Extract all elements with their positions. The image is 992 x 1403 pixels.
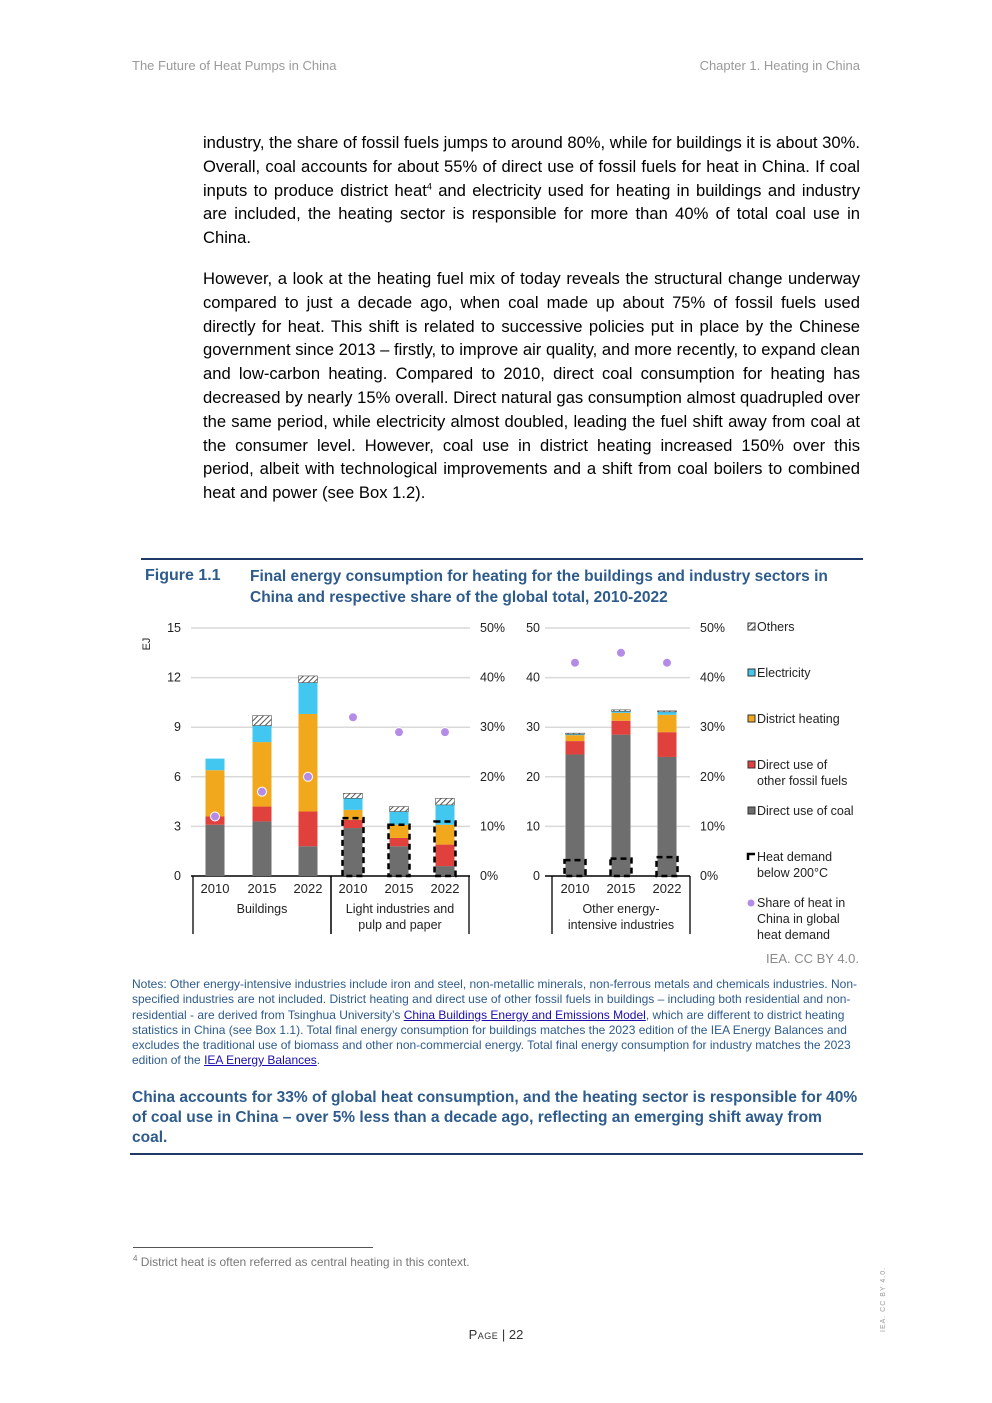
bar-segment-district-heating — [253, 742, 272, 806]
paragraph-1 — [203, 131, 860, 250]
bar-segment-direct-use-of-other-fossil-fuels — [344, 820, 363, 828]
running-header-chapter: Chapter 1. Heating in China — [699, 58, 860, 73]
legend-swatch — [748, 807, 755, 814]
page-word: Page — [468, 1327, 499, 1342]
bar-segment-district-heating — [658, 715, 677, 732]
group-label: intensive industries — [567, 918, 675, 932]
bar-segment-direct-use-of-other-fossil-fuels — [253, 807, 272, 822]
bar-segment-direct-use-of-other-fossil-fuels — [299, 812, 318, 847]
bar-segment-direct-use-of-coal — [206, 825, 225, 876]
legend-label: China in global — [757, 912, 840, 926]
x-tick-label: 2022 — [430, 881, 460, 896]
legend-label: Direct use of — [757, 758, 828, 772]
y2-tick-label: 50% — [700, 621, 726, 635]
y-tick-label: 10 — [526, 819, 540, 834]
x-tick-label: 2015 — [384, 881, 414, 896]
bar-segment-electricity — [566, 734, 585, 735]
bar-segment-district-heating — [612, 713, 631, 721]
legend-swatch-others — [748, 623, 755, 630]
bar-segment-electricity — [299, 683, 318, 714]
bar-segment-district-heating — [390, 825, 409, 838]
bar-segment-others — [253, 716, 272, 726]
legend-label: Direct use of coal — [757, 804, 854, 818]
footnote-marker: 4 — [133, 1254, 138, 1263]
bar-segment-district-heating — [344, 810, 363, 820]
group-label: Buildings — [236, 902, 288, 916]
y-tick-label: 0 — [533, 869, 540, 883]
notes-text-1: Notes: Other energy-intensive industries include iron and steel, non-metallic minerals, non-ferrous metals and chemicals industries. Non-specified industries are not included. District heating and direct use of other fossil fuels in buildings – including both residential and non-residential - are derived from Tsinghua University’s — [132, 977, 858, 1022]
y-tick-label: 15 — [167, 621, 181, 635]
y-tick-label: 20 — [526, 769, 540, 784]
heat-demand-marker — [657, 857, 678, 876]
bar-segment-others — [436, 798, 455, 805]
legend-swatch-share — [748, 900, 755, 907]
bar-segment-others — [344, 793, 363, 798]
y2-tick-label: 0% — [480, 869, 499, 883]
legend-label: below 200°C — [757, 866, 829, 880]
share-point — [441, 728, 450, 737]
share-point — [211, 812, 220, 821]
group-label: pulp and paper — [358, 918, 442, 932]
x-tick-label: 2010 — [200, 881, 230, 896]
heat-demand-marker — [389, 825, 410, 876]
share-point — [395, 728, 404, 737]
share-point — [663, 658, 672, 667]
bar-segment-electricity — [344, 798, 363, 810]
bar-segment-direct-use-of-coal — [566, 754, 585, 876]
bar-segment-direct-use-of-coal — [658, 757, 677, 876]
notes-text-2: , which are different to district heating statistics in China (see Box 1.1). Total final energy consumption for buildings matches the 2023 edition of the IEA Energy Balances and excludes the traditional use of biomass and other non-commercial energy. Total final energy consumption for industry matches the 2023 edition of the — [132, 1007, 851, 1068]
side-credit: IEA. CC BY 4.0. — [880, 1266, 887, 1332]
bar-segment-others — [612, 710, 631, 711]
y-tick-label: 40 — [526, 670, 540, 685]
share-point — [571, 658, 580, 667]
y-tick-label: 3 — [174, 819, 181, 834]
y-tick-label: 30 — [526, 720, 540, 735]
share-point — [349, 713, 358, 722]
page-number — [0, 1327, 992, 1342]
bar-segment-district-heating — [566, 735, 585, 741]
y2-tick-label: 40% — [480, 670, 506, 685]
y-axis-title: EJ — [141, 637, 153, 651]
legend-label: District heating — [757, 712, 840, 726]
heat-demand-marker — [343, 818, 364, 876]
notes-text-3: . — [316, 1053, 321, 1068]
y2-tick-label: 10% — [480, 819, 506, 834]
running-header-title: The Future of Heat Pumps in China — [132, 58, 337, 73]
bar-segment-direct-use-of-other-fossil-fuels — [658, 732, 677, 757]
footnote-ref[interactable]: 4 — [426, 181, 432, 192]
page-number-value: 22 — [508, 1327, 524, 1342]
x-tick-label: 2015 — [606, 881, 636, 896]
bar-segment-direct-use-of-coal — [344, 828, 363, 876]
bar-segment-direct-use-of-coal — [299, 846, 318, 876]
group-label: Light industries and — [345, 902, 455, 916]
heat-demand-marker — [435, 821, 456, 876]
y2-tick-label: 10% — [700, 819, 726, 834]
bar-segment-direct-use-of-other-fossil-fuels — [206, 816, 225, 824]
x-tick-label: 2015 — [247, 881, 277, 896]
paragraph-1-end: and electricity used for heating in buildings and industry are included, the heating sector is responsible for more than 40% of total coal use in China. — [203, 180, 860, 248]
notes-link-iea-balances[interactable]: IEA Energy Balances — [204, 1053, 317, 1068]
figure-title: Final energy consumption for heating for the buildings and industry sectors in China and respective share of the global total, 2010-2022 — [250, 568, 828, 606]
bar-segment-district-heating — [299, 714, 318, 812]
y2-tick-label: 50% — [480, 621, 506, 635]
legend-swatch-heat-demand — [748, 854, 755, 860]
bar-segment-district-heating — [436, 825, 455, 845]
footnote-text: District heat is often referred as central heating in this context. — [137, 1255, 470, 1269]
bar-segment-electricity — [206, 759, 225, 771]
figure-notes — [132, 977, 860, 1069]
bar-segment-others — [566, 733, 585, 734]
page-sep: | — [498, 1327, 509, 1342]
y-tick-label: 50 — [526, 621, 540, 635]
bar-segment-direct-use-of-coal — [390, 846, 409, 876]
x-tick-label: 2010 — [338, 881, 368, 896]
legend-swatch — [748, 715, 755, 722]
legend-label: other fossil fuels — [757, 774, 848, 788]
paragraph-2: However, a look at the heating fuel mix of today reveals the structural change underway compared to just a decade ago, when coal made up about 75% of fossil fuels used directly for heat. This shift is related to successive policies put in place by the Chinese government since 2013 – firstly, to improve air quality, and more recently, to expand clean and low-carbon heating. Compared to 2010, direct coal consumption for heating has decreased by nearly 15% overall. Direct natural gas consumption almost quadrupled over the same period, while electricity almost doubled, leading the fuel shift away from coal at the consumer level. However, coal use in district heating increased 150% over this period, albeit with technological improvements and a shift from coal boilers to combined heat and power (see Box 1.2). — [203, 269, 860, 503]
x-tick-label: 2022 — [652, 881, 682, 896]
bar-segment-electricity — [390, 812, 409, 825]
group-label: Other energy- — [582, 902, 660, 916]
footnote-rule — [133, 1247, 373, 1248]
heat-demand-marker — [565, 860, 586, 876]
bar-segment-direct-use-of-coal — [612, 735, 631, 876]
legend-label: Others — [757, 620, 795, 634]
bar-segment-direct-use-of-other-fossil-fuels — [390, 838, 409, 846]
y2-tick-label: 30% — [700, 720, 726, 735]
y-tick-label: 0 — [174, 869, 181, 883]
bar-segment-electricity — [658, 712, 677, 715]
legend-swatch — [748, 761, 755, 768]
bar-segment-direct-use-of-other-fossil-fuels — [612, 721, 631, 735]
figure-label: Figure 1.1 — [145, 567, 221, 584]
y2-tick-label: 20% — [480, 769, 506, 784]
y2-tick-label: 20% — [700, 769, 726, 784]
y-tick-label: 12 — [167, 670, 181, 685]
figure-bottom-rule — [130, 1153, 863, 1155]
paragraph-1-text: industry, the share of fossil fuels jumps to around 80%, while for buildings it is about 30%. Overall, coal accounts for about 55% of direct use of fossil fuels for heat in China. If coal inputs to produce district heat — [203, 133, 860, 200]
figure-top-rule — [141, 558, 863, 560]
bar-segment-electricity — [436, 805, 455, 825]
bar-segment-direct-use-of-coal — [253, 821, 272, 876]
legend-label: heat demand — [757, 928, 830, 942]
legend-label: Heat demand — [757, 850, 833, 864]
y-tick-label: 9 — [174, 720, 181, 735]
x-tick-label: 2022 — [293, 881, 323, 896]
share-point — [304, 772, 313, 781]
legend-label: Share of heat in — [757, 896, 846, 910]
bar-segment-direct-use-of-other-fossil-fuels — [566, 741, 585, 754]
bar-segment-others — [390, 807, 409, 812]
bar-segment-others — [658, 711, 677, 712]
bar-segment-electricity — [612, 711, 631, 712]
y2-tick-label: 40% — [700, 670, 726, 685]
y-tick-label: 6 — [174, 769, 181, 784]
legend-label: Electricity — [757, 666, 811, 680]
key-message: China accounts for 33% of global heat consumption, and the heating sector is responsible for 40% of coal use in China – over 5% less than a decade ago, reflecting an emerging shift away from coal. — [132, 1089, 858, 1146]
x-tick-label: 2010 — [560, 881, 590, 896]
figure-credit: IEA. CC BY 4.0. — [766, 951, 859, 966]
share-point — [258, 787, 267, 796]
share-point — [617, 648, 626, 657]
bar-segment-others — [299, 676, 318, 683]
bar-segment-direct-use-of-other-fossil-fuels — [436, 845, 455, 866]
bar-segment-district-heating — [206, 770, 225, 816]
bar-segment-electricity — [253, 726, 272, 743]
heat-demand-marker — [611, 859, 632, 876]
legend-swatch — [748, 669, 755, 676]
bar-segment-direct-use-of-coal — [436, 866, 455, 876]
notes-link-cbeem[interactable]: China Buildings Energy and Emissions Model — [403, 1007, 646, 1022]
y2-tick-label: 0% — [700, 869, 719, 883]
y2-tick-label: 30% — [480, 720, 506, 735]
footnote — [133, 1254, 470, 1269]
